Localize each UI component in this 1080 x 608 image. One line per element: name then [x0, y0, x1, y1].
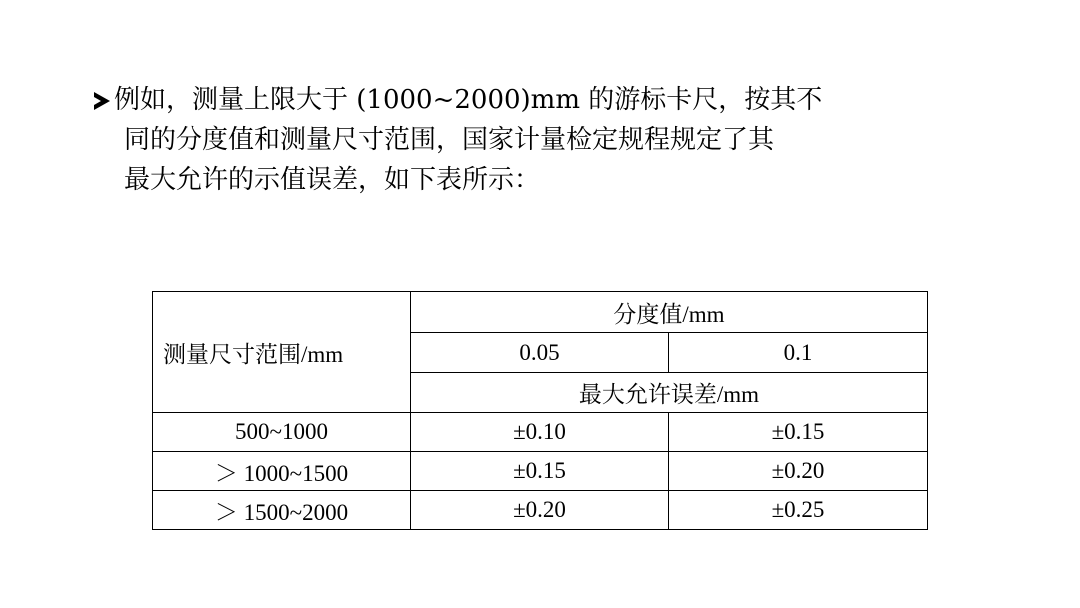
range-header-cell: 测量尺寸范围/mm: [153, 292, 411, 413]
error-value-cell: ±0.25: [669, 491, 928, 530]
table-row: [153, 491, 928, 530]
division-0-1-cell: 0.1: [669, 333, 928, 373]
range-cell: ＞ 1000~1500: [153, 452, 411, 491]
table-header-row-1: [153, 292, 928, 333]
error-value-cell: ±0.10: [411, 413, 669, 452]
error-value-cell: ±0.15: [669, 413, 928, 452]
paragraph-line-3: 最大允许的示值误差，如下表所示：: [124, 165, 541, 195]
error-value-cell: ±0.20: [669, 452, 928, 491]
intro-paragraph: [90, 80, 930, 200]
table-row: [153, 413, 928, 452]
arrow-bullet-icon: [90, 80, 114, 120]
table-row: [153, 452, 928, 491]
division-header-cell: 分度值/mm: [411, 292, 928, 333]
division-0-05-cell: 0.05: [411, 333, 669, 373]
error-value-cell: ±0.20: [411, 491, 669, 530]
error-header-cell: 最大允许误差/mm: [411, 373, 928, 413]
range-cell: 500~1000: [153, 413, 411, 452]
paragraph-line-2: 同的分度值和测量尺寸范围，国家计量检定规程规定了其: [124, 125, 775, 155]
paragraph-line-1: 例如，测量上限大于 (1000~2000)mm 的游标卡尺，按其不: [90, 80, 930, 120]
error-table: [152, 291, 928, 530]
error-value-cell: ±0.15: [411, 452, 669, 491]
range-cell: ＞ 1500~2000: [153, 491, 411, 530]
